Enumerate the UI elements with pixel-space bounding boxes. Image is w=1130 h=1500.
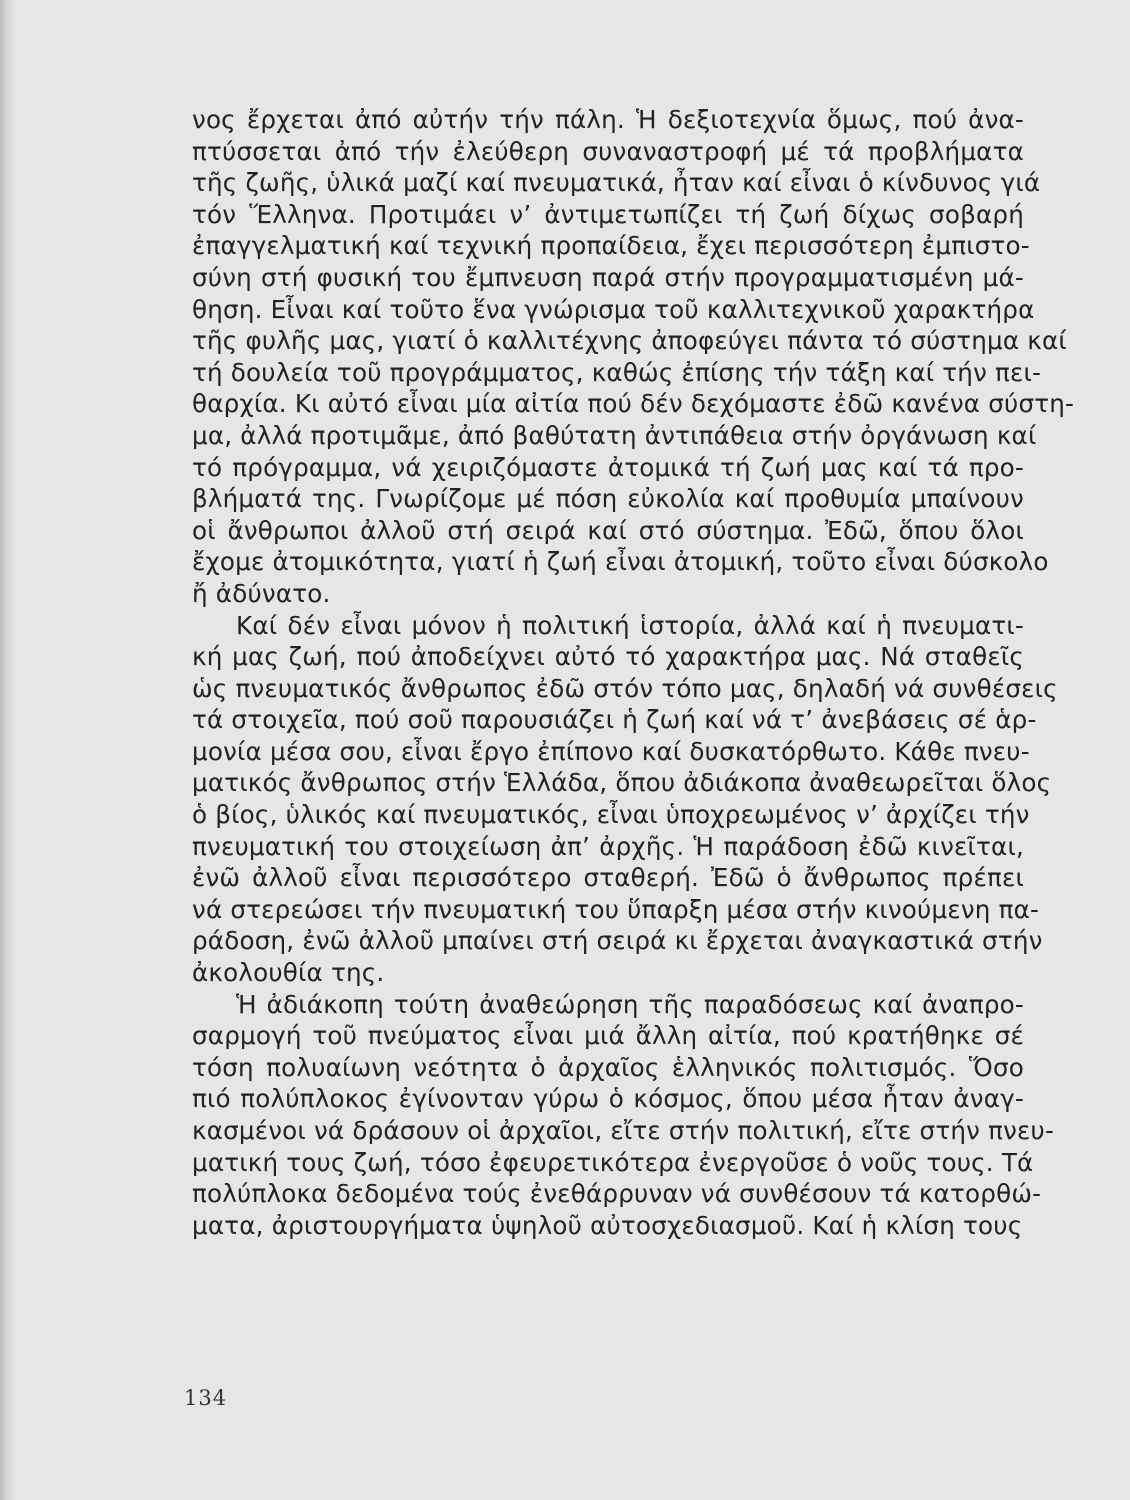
text-line: τό πρόγραμμα, νά χειριζόμαστε ἀτομικά τή ζωή μας καί τά προ- <box>192 452 1024 482</box>
text-line: νά στερεώσει τήν πνευματική του ὕπαρξη μέσα στήν κινούμενη πα- <box>192 894 1040 924</box>
text-line: μα, ἀλλά προτιμᾶμε, ἀπό βαθύτατη ἀντιπάθεια στήν ὀργάνωση καί <box>192 420 1037 450</box>
text-line: τόν Ἕλληνα. Προτιμάει ν’ ἀντιμετωπίζει τή ζωή δίχως σοβαρή <box>192 199 1024 229</box>
text-line: τῆς φυλῆς μας, γιατί ὁ καλλιτέχνης ἀποφεύγει πάντα τό σύστημα καί <box>192 326 1067 356</box>
paragraph <box>192 104 1075 610</box>
text-line: ὁ βίος, ὑλικός καί πνευματικός, εἶναι ὑποχρεωμένος ν’ ἀρχίζει τήν <box>192 800 1030 830</box>
text-line: ὡς πνευματικός ἄνθρωπος ἐδῶ στόν τόπο μας, δηλαδή νά συνθέσεις <box>192 673 1058 703</box>
page-number: 134 <box>184 1386 228 1410</box>
text-line: μονία μέσα σου, εἶναι ἔργο ἐπίπονο καί δυσκατόρθωτο. Κάθε πνευ- <box>192 736 1030 766</box>
text-line: πνευματική του στοιχείωση ἀπ’ ἀρχῆς. Ἡ παράδοση ἐδῶ κινεῖται, <box>192 831 1024 861</box>
text-line: ἐνῶ ἀλλοῦ εἶναι περισσότερο σταθερή. Ἐδῶ ὁ ἄνθρωπος πρέπει <box>192 863 1024 893</box>
text-line: Καί δέν εἶναι μόνον ἡ πολιτική ἱστορία, ἀλλά καί ἡ πνευματι- <box>236 610 1024 640</box>
page-edge-shadow <box>0 0 14 1500</box>
text-line: ματική τους ζωή, τόσο ἐφευρετικότερα ἐνεργοῦσε ὁ νοῦς τους. Τά <box>192 1147 1034 1177</box>
text-line: ματικός ἄνθρωπος στήν Ἑλλάδα, ὅπου ἀδιάκοπα ἀναθεωρεῖται ὅλος <box>192 768 1052 798</box>
text-line: πολύπλοκα δεδομένα τούς ἐνεθάρρυναν νά συνθέσουν τά κατορθώ- <box>192 1179 1042 1209</box>
paragraph <box>192 610 1058 989</box>
text-line: ἤ ἀδύνατο. <box>192 578 331 608</box>
text-line: τόση πολυαίωνη νεότητα ὁ ἀρχαῖος ἑλληνικός πολιτισμός. Ὅσο <box>192 1052 1024 1082</box>
text-line: τῆς ζωῆς, ὑλικά μαζί καί πνευματικά, ἦταν καί εἶναι ὁ κίνδυνος γιά <box>192 168 1041 198</box>
text-line: ἔχομε ἀτομικότητα, γιατί ἡ ζωή εἶναι ἀτομική, τοῦτο εἶναι δύσκολο <box>192 547 1049 577</box>
text-line: κασμένοι νά δράσουν οἱ ἀρχαῖοι, εἴτε στήν πολιτική, εἴτε στήν πνευ- <box>192 1116 1055 1145</box>
text-line: σύνη στή φυσική του ἔμπνευση παρά στήν προγραμματισμένη μά- <box>192 262 1024 292</box>
text-line: ματα, ἀριστουργήματα ὑψηλοῦ αὐτοσχεδιασμοῦ. Καί ἡ κλίση τους <box>192 1210 1023 1240</box>
text-line: βλήματά της. Γνωρίζομε μέ πόση εὐκολία καί προθυμία μπαίνουν <box>192 484 1024 514</box>
text-line: Ἡ ἀδιάκοπη τούτη ἀναθεώρηση τῆς παραδόσεως καί ἀναπρο- <box>236 989 1024 1019</box>
text-line: κή μας ζωή, πού ἀποδείχνει αὐτό τό χαρακτήρα μας. Νά σταθεῖς <box>192 642 1024 672</box>
text-line: θηση. Εἶναι καί τοῦτο ἕνα γνώρισμα τοῦ καλλιτεχνικοῦ χαρακτήρα <box>192 294 1035 324</box>
text-line: θαρχία. Κι αὐτό εἶναι μία αἰτία πού δέν δεχόμαστε ἐδῶ κανένα σύστη- <box>192 389 1075 419</box>
text-line: ἐπαγγελματική καί τεχνική προπαίδεια, ἔχει περισσότερη ἐμπιστο- <box>192 231 1030 261</box>
text-line: νος ἔρχεται ἀπό αὐτήν τήν πάλη. Ἡ δεξιοτεχνία ὅμως, πού ἀνα- <box>192 105 1024 134</box>
body-text <box>192 104 1075 1241</box>
text-line: σαρμογή τοῦ πνεύματος εἶναι μιά ἄλλη αἰτία, πού κρατήθηκε σέ <box>192 1021 1024 1051</box>
text-line: πτύσσεται ἀπό τήν ἐλεύθερη συναναστροφή μέ τά προβλήματα <box>192 136 1024 166</box>
text-line: τά στοιχεῖα, πού σοῦ παρουσιάζει ἡ ζωή καί νά τ’ ἀνεβάσεις σέ ἁρ- <box>192 705 1037 735</box>
text-line: πιό πολύπλοκος ἐγίνονταν γύρω ὁ κόσμος, ὅπου μέσα ἦταν ἀναγ- <box>192 1084 1024 1114</box>
paragraph <box>192 989 1055 1242</box>
text-line: ἀκολουθία της. <box>192 958 385 988</box>
text-line: οἱ ἄνθρωποι ἀλλοῦ στή σειρά καί στό σύστημα. Ἐδῶ, ὅπου ὅλοι <box>192 515 1024 545</box>
text-line: τή δουλεία τοῦ προγράμματος, καθώς ἐπίσης τήν τάξη καί τήν πει- <box>192 357 1042 387</box>
text-line: ράδοση, ἐνῶ ἀλλοῦ μπαίνει στή σειρά κι ἔρχεται ἀναγκαστικά στήν <box>192 926 1043 956</box>
